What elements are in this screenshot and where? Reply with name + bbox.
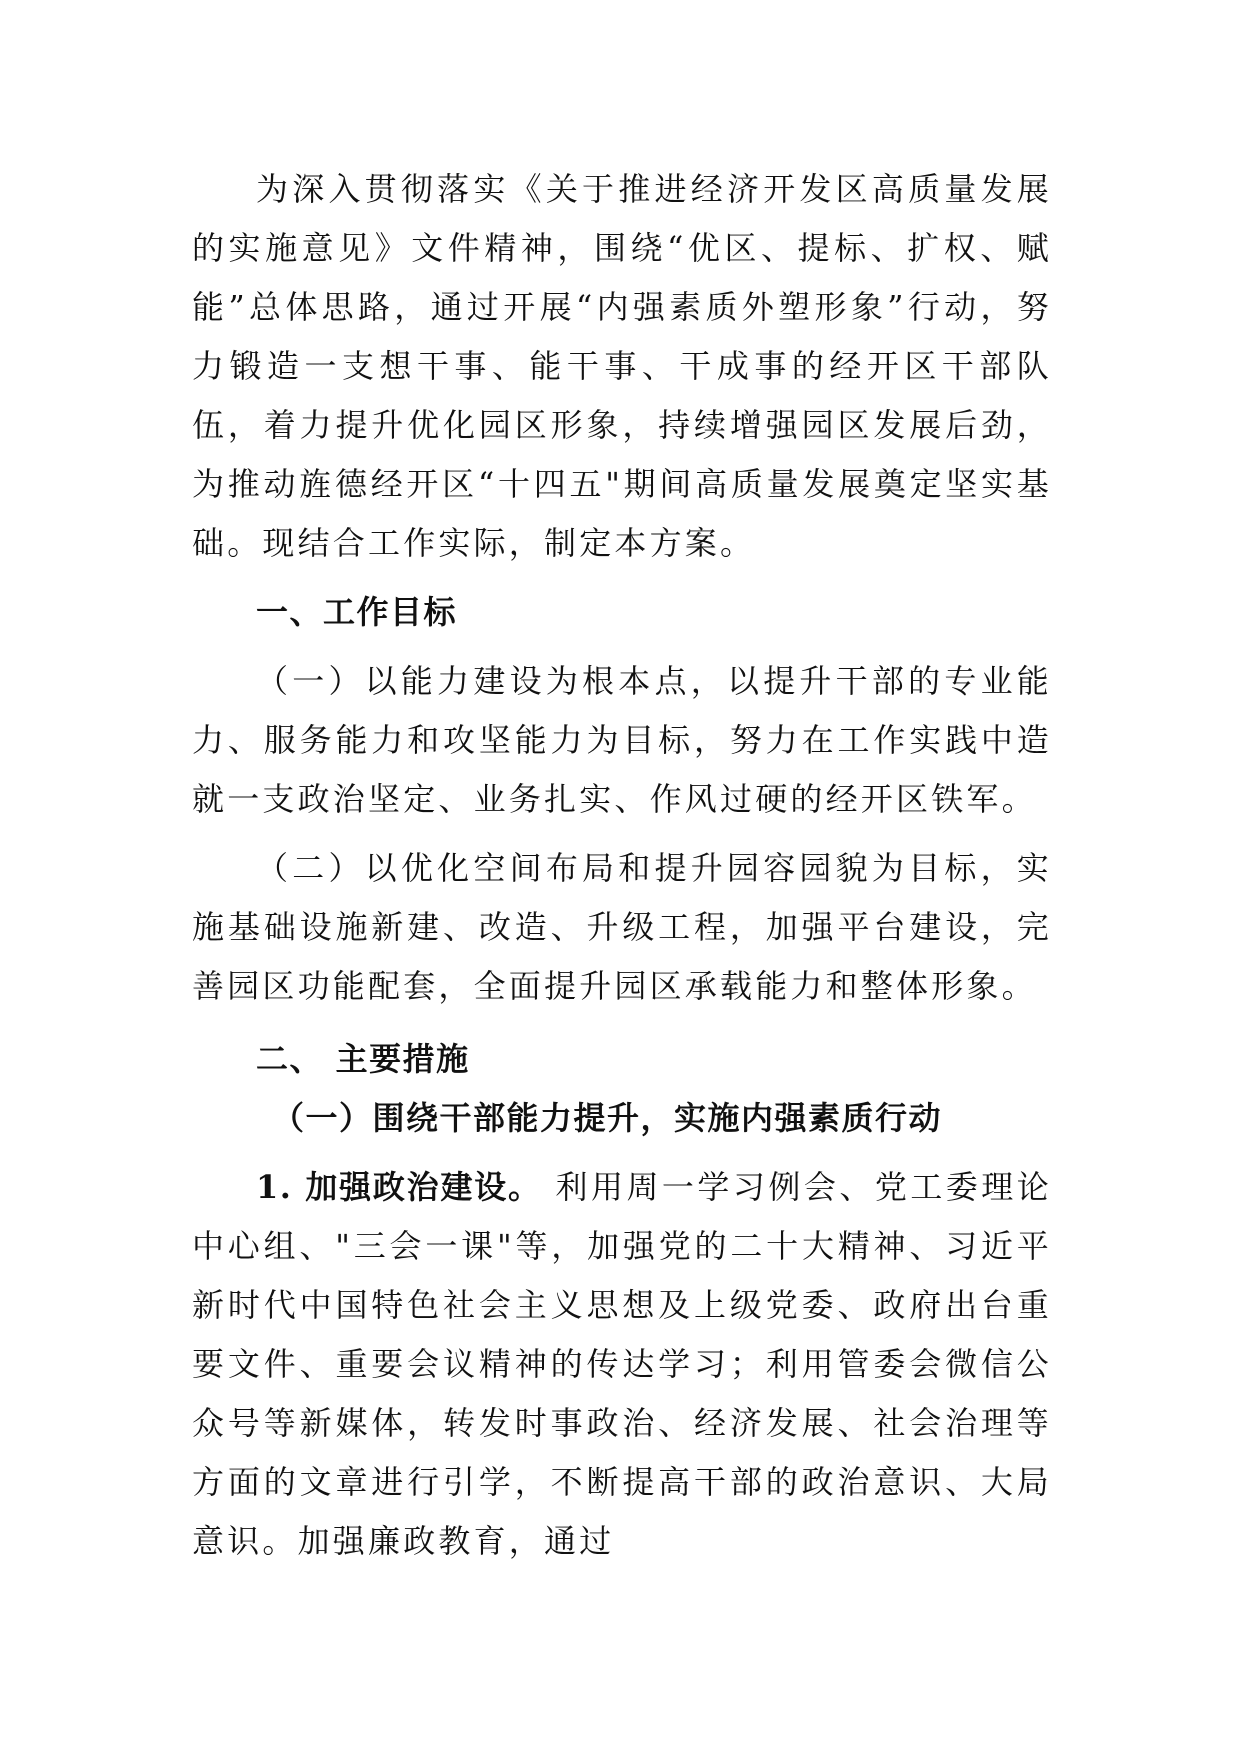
measure-body-text: 利用周一学习例会、党工委理论中心组、"三会一课"等，加强党的二十大精神、习近平新时代中国特色社会主义思想及上级党委、政府出台重要文件、重要会议精神的传达学习；利用管委会微信公众号等新媒体，转发时事政治、经济发展、社会治理等方面的文章进行引学，不断提高干部的政治意识、大局意识。加强廉政教育，通过 [192,1168,1052,1560]
goal-item-2: （二）以优化空间布局和提升园容园貌为目标，实施基础设施新建、改造、升级工程，加强平台建设，完善园区功能配套，全面提升园区承载能力和整体形象。 [192,849,1052,1005]
document-body [192,160,1052,1571]
section-heading-main-measures: 二、 主要措施 [256,1040,470,1078]
section-heading-work-goals: 一、工作目标 [256,593,458,631]
measure-lead-title: 1. 加强政治建设。 [256,1168,542,1206]
goal-item-1: （一）以能力建设为根本点，以提升干部的专业能力、服务能力和攻坚能力为目标，努力在工作实践中造就一支政治坚定、业务扎实、作风过硬的经开区铁军。 [192,662,1052,818]
intro-paragraph: 为深入贯彻落实《关于推进经济开发区高质量发展的实施意见》文件精神，围绕“优区、提标、扩权、赋能”总体思路，通过开展“内强素质外塑形象”行动，努力锻造一支想干事、能干事、干成事的经开区干部队伍，着力提升优化园区形象，持续增强园区发展后劲，为推动旌德经开区“十四五"期间高质量发展奠定坚实基础。现结合工作实际，制定本方案。 [192,170,1052,562]
subsection-heading-inner-quality: （一）围绕干部能力提升，实施内强素质行动 [272,1099,943,1137]
measure-paragraph-political-building [192,1158,1052,1571]
